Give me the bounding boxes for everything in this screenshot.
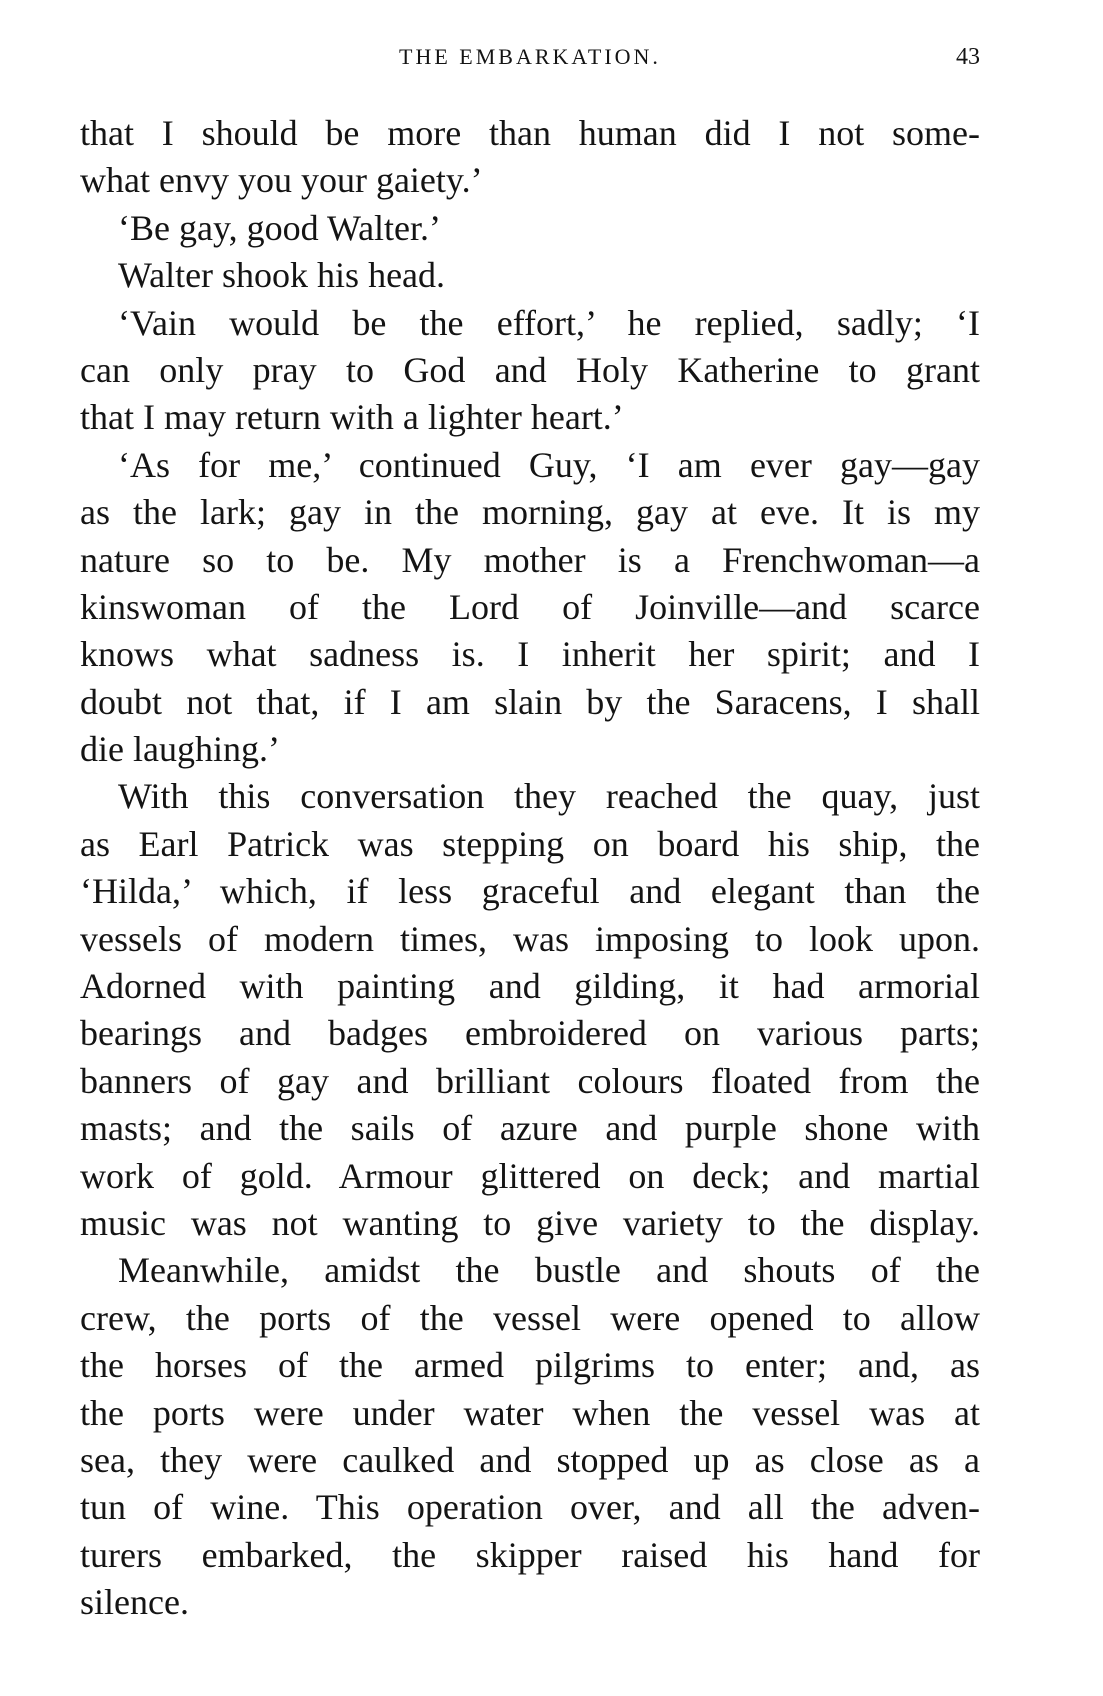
- text-line: tun of wine. This operation over, and all the adven-: [80, 1487, 980, 1528]
- text-line: ‘As for me,’ continued Guy, ‘I am ever gay—gay: [118, 444, 980, 485]
- text-line: music was not wanting to give variety to the display.: [80, 1202, 980, 1243]
- text-line: bearings and badges embroidered on various parts;: [80, 1013, 980, 1054]
- text-line: what envy you your gaiety.’: [80, 160, 483, 201]
- text-line: the ports were under water when the vessel was at: [80, 1392, 980, 1433]
- text-line: that I should be more than human did I not some-: [80, 113, 980, 153]
- text-line: knows what sadness is. I inherit her spirit; and I: [80, 634, 980, 675]
- text-line: that I may return with a lighter heart.’: [80, 397, 624, 438]
- text-line: ‘Be gay, good Walter.’: [118, 207, 442, 248]
- text-line: ‘Hilda,’ which, if less graceful and elegant than the: [80, 871, 980, 912]
- text-line: crew, the ports of the vessel were opened to allow: [80, 1297, 980, 1338]
- text-line: sea, they were caulked and stopped up as close as a: [80, 1439, 980, 1480]
- text-line: silence.: [80, 1582, 189, 1623]
- text-line: work of gold. Armour glittered on deck; and martial: [80, 1155, 980, 1196]
- text-line: masts; and the sails of azure and purple shone with: [80, 1108, 980, 1149]
- text-line: ‘Vain would be the effort,’ he replied, sadly; ‘I: [118, 302, 980, 343]
- text-line: can only pray to God and Holy Katherine to grant: [80, 349, 980, 390]
- text-line: die laughing.’: [80, 729, 280, 770]
- text-line: turers embarked, the skipper raised his hand for: [80, 1534, 980, 1575]
- text-line: doubt not that, if I am slain by the Saracens, I shall: [80, 681, 980, 722]
- body-text: [80, 110, 980, 1627]
- text-line: Meanwhile, amidst the bustle and shouts of the: [118, 1250, 980, 1291]
- text-line: as Earl Patrick was stepping on board his ship, the: [80, 823, 980, 864]
- text-line: kinswoman of the Lord of Joinville—and scarce: [80, 586, 980, 627]
- text-line: vessels of modern times, was imposing to look upon.: [80, 918, 980, 959]
- text-line: nature so to be. My mother is a Frenchwoman—a: [80, 539, 980, 580]
- running-title: THE EMBARKATION.: [399, 44, 661, 69]
- text-line: banners of gay and brilliant colours floated from the: [80, 1060, 980, 1101]
- running-head: [80, 44, 980, 84]
- page-number: 43: [956, 44, 980, 70]
- text-line: Adorned with painting and gilding, it had armorial: [80, 966, 980, 1007]
- text-line: as the lark; gay in the morning, gay at eve. It is my: [80, 492, 980, 533]
- text-line: With this conversation they reached the quay, just: [118, 776, 980, 817]
- text-line: the horses of the armed pilgrims to enter; and, as: [80, 1345, 980, 1386]
- text-line: Walter shook his head.: [118, 255, 446, 296]
